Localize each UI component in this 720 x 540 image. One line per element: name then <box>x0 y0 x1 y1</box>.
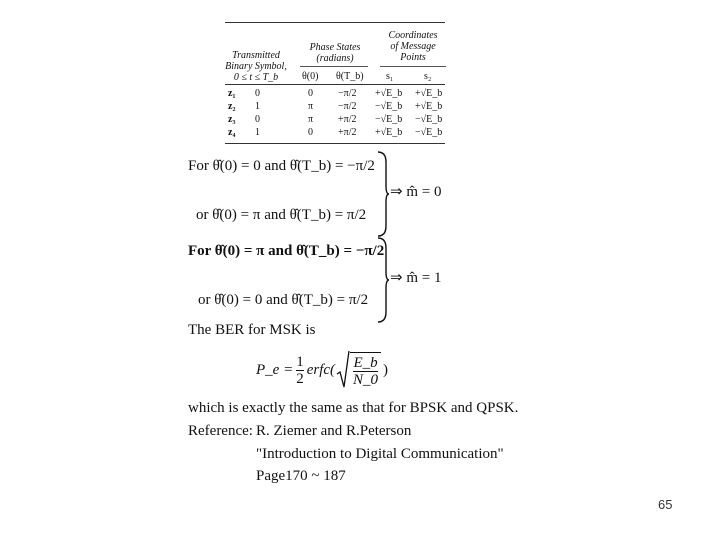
header-transmitted-symbol: Transmitted Binary Symbol, 0 ≤ t ≤ T_b <box>225 50 287 83</box>
ber-lhs: P_e = <box>256 361 294 378</box>
row-s1: +√E_b <box>375 88 403 99</box>
case2-brace <box>376 236 390 324</box>
table-top-rule <box>225 22 445 23</box>
reference-title: "Introduction to Digital Communication" <box>256 446 504 462</box>
row-thetaT: +π/2 <box>338 114 357 125</box>
row-s1: −√E_b <box>375 114 403 125</box>
reference-pages: Page170 ~ 187 <box>256 468 346 484</box>
ber-eb-over-n0 <box>350 352 381 388</box>
ber-half <box>296 354 304 387</box>
case2-result: ⇒ m̂ = 1 <box>390 270 442 286</box>
row-bit: 0 <box>255 88 260 99</box>
ber-eb: E_b <box>353 355 378 371</box>
case2-line2: or θ̂(0) = 0 and θ̂(T_b) = π/2 <box>198 292 369 308</box>
case1-line1: For θ̂(0) = 0 and θ̂(T_b) = −π/2 <box>188 158 375 174</box>
row-thetaT: +π/2 <box>338 127 357 138</box>
row-s1: −√E_b <box>375 101 403 112</box>
row-theta0: π <box>308 114 314 125</box>
row-s2: −√E_b <box>415 127 443 138</box>
header-phase-states: Phase States (radians) <box>309 42 361 64</box>
reference-authors: R. Ziemer and R.Peterson <box>256 423 412 439</box>
row-theta0: 0 <box>308 127 313 138</box>
ber-intro: The BER for MSK is <box>188 322 316 338</box>
row-bit: 0 <box>255 114 260 125</box>
coord-underline <box>380 66 446 67</box>
table-row <box>228 101 448 115</box>
header-coordinates: Coordinates of Message Points <box>388 30 438 63</box>
header-s1: s₁ <box>386 71 394 82</box>
sqrt-icon <box>336 350 350 390</box>
reference-label: Reference: <box>188 423 253 439</box>
ber-n0: N_0 <box>353 372 379 388</box>
row-thetaT: −π/2 <box>338 101 357 112</box>
case2-line1: For θ̂(0) = π and θ̂(T_b) = −π/2 <box>188 243 385 259</box>
ber-den: 2 <box>296 370 304 387</box>
table-row <box>228 127 448 141</box>
header-thetaT: θ(T_b) <box>336 71 364 82</box>
ber-conclusion: which is exactly the same as that for BPSK and QPSK. <box>188 400 519 416</box>
page-number: 65 <box>658 497 673 512</box>
case1-result: ⇒ m̂ = 0 <box>390 184 442 200</box>
header-s2: s₂ <box>424 71 432 82</box>
ber-formula <box>256 350 388 390</box>
row-symbol: z₁ <box>228 88 236 99</box>
table-bottom-rule <box>225 143 445 144</box>
row-theta0: 0 <box>308 88 313 99</box>
table-row <box>228 88 448 102</box>
row-bit: 1 <box>255 101 260 112</box>
case1-brace <box>376 150 390 238</box>
ber-close: ) <box>383 361 389 378</box>
row-s1: +√E_b <box>375 127 403 138</box>
row-s2: +√E_b <box>415 101 443 112</box>
header-theta0: θ(0) <box>302 71 319 82</box>
phase-underline <box>300 66 368 67</box>
row-thetaT: −π/2 <box>338 88 357 99</box>
row-symbol: z₄ <box>228 127 236 138</box>
row-symbol: z₃ <box>228 114 236 125</box>
row-bit: 1 <box>255 127 260 138</box>
case1-line2: or θ̂(0) = π and θ̂(T_b) = π/2 <box>196 207 367 223</box>
row-theta0: π <box>308 101 314 112</box>
row-s2: +√E_b <box>415 88 443 99</box>
table-header-rule <box>225 84 445 85</box>
ber-num: 1 <box>296 353 304 370</box>
row-symbol: z₂ <box>228 101 236 112</box>
row-s2: −√E_b <box>415 114 443 125</box>
ber-func: erfc( <box>306 361 336 378</box>
table-row <box>228 114 448 128</box>
